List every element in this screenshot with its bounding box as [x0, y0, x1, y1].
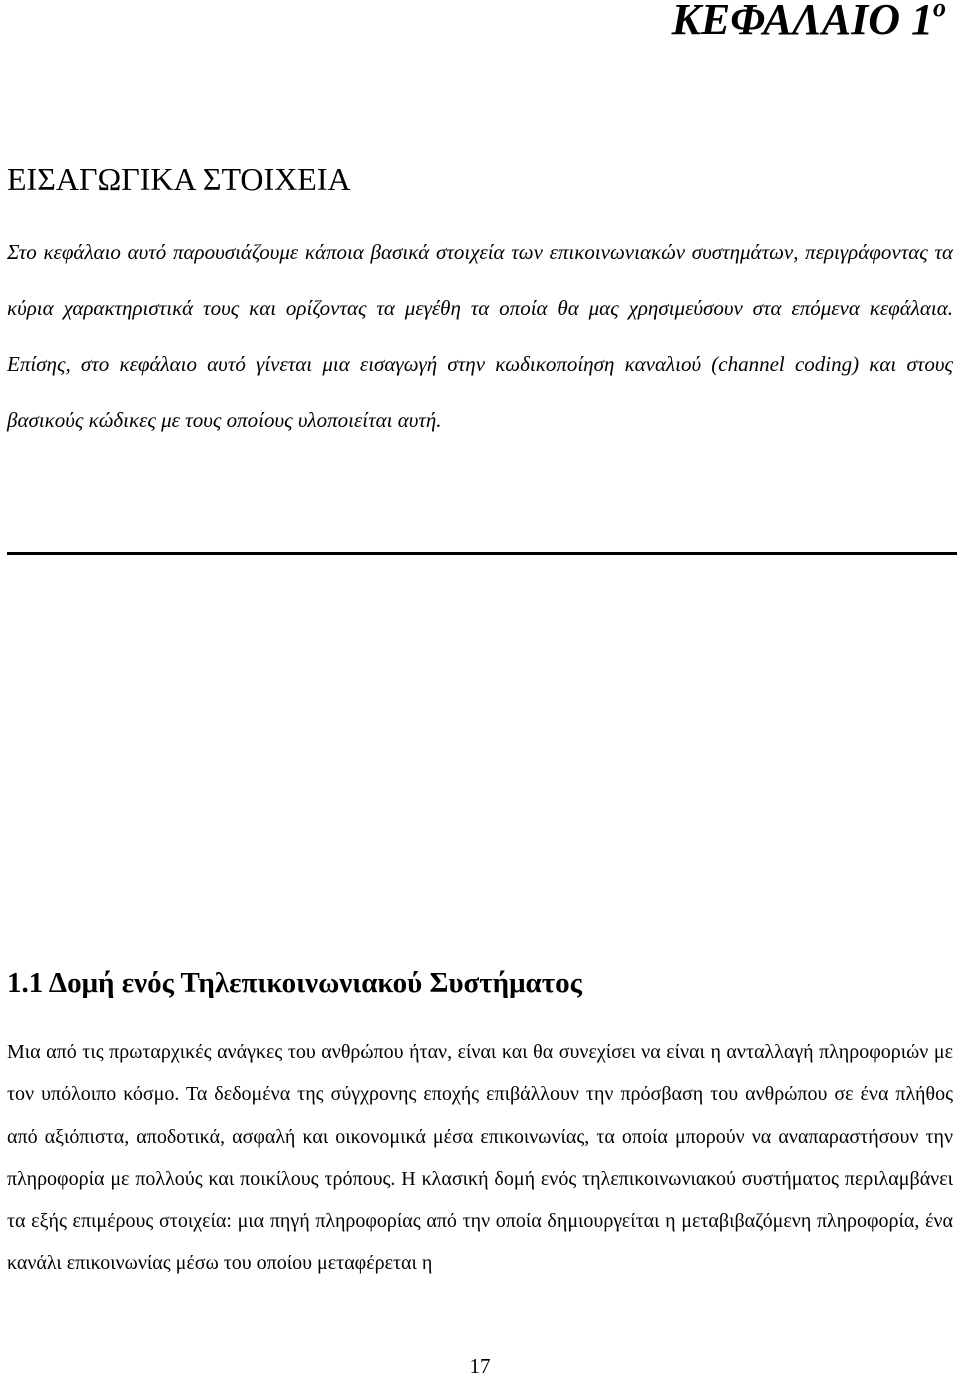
subsection-heading: [7, 966, 582, 1001]
body-paragraph: Μια από τις πρωταρχικές ανάγκες του ανθρώπου ήταν, είναι και θα συνεχίσει να είναι η ανταλλαγή πληροφοριών με τον υπόλοιπο κόσμο. Τα δεδομένα της σύγχρονης εποχής επιβάλλουν την πρόσβαση του ανθρώπου σε ένα πλήθος από αξιόπιστα, αποδοτικά, ασφαλή και οικονομικά μέσα επικοινωνίας, τα οποία μπορούν να αναπαραστήσουν την πληροφορία με πολλούς και ποικίλους τρόπους. Η κλασική δομή ενός τηλεπικοινωνιακού συστήματος περιλαμβάνει τα εξής επιμέρους στοιχεία: μια πηγή πληροφορίας από την οποία δημιουργείται η μεταβιβαζόμενη πληροφορία, ένα κανάλι επικοινωνίας μέσω του οποίου μεταφέρεται η: [7, 1041, 953, 1275]
intro-paragraph: Στο κεφάλαιο αυτό παρουσιάζουμε κάποια βασικά στοιχεία των επικοινωνιακών συστημάτων, περιγράφοντας τα κύρια χαρακτηριστικά τους και ορίζοντας τα μεγέθη τα οποία θα μας χρησιμεύσουν στα επόμενα κεφάλαια. Επίσης, στο κεφάλαιο αυτό γίνεται μια εισαγωγή στην κωδικοποίηση καναλιού (channel coding) και στους βασικούς κώδικες με τους οποίους υλοποιείται αυτή.: [7, 240, 953, 432]
page-number: 17: [469, 1354, 491, 1378]
chapter-title-text: ΚΕΦΑΛΑΙΟ 1: [671, 0, 933, 44]
horizontal-rule: [7, 552, 957, 555]
subsection-number: 1.1: [7, 967, 44, 999]
section-heading: ΕΙΣΑΓΩΓΙΚΑ ΣΤΟΙΧΕΙΑ: [7, 161, 351, 197]
subsection-title: Δομή ενός Τηλεπικοινωνιακού Συστήματος: [48, 967, 582, 999]
chapter-title: [672, 0, 946, 47]
chapter-title-superscript: ο: [933, 0, 946, 22]
